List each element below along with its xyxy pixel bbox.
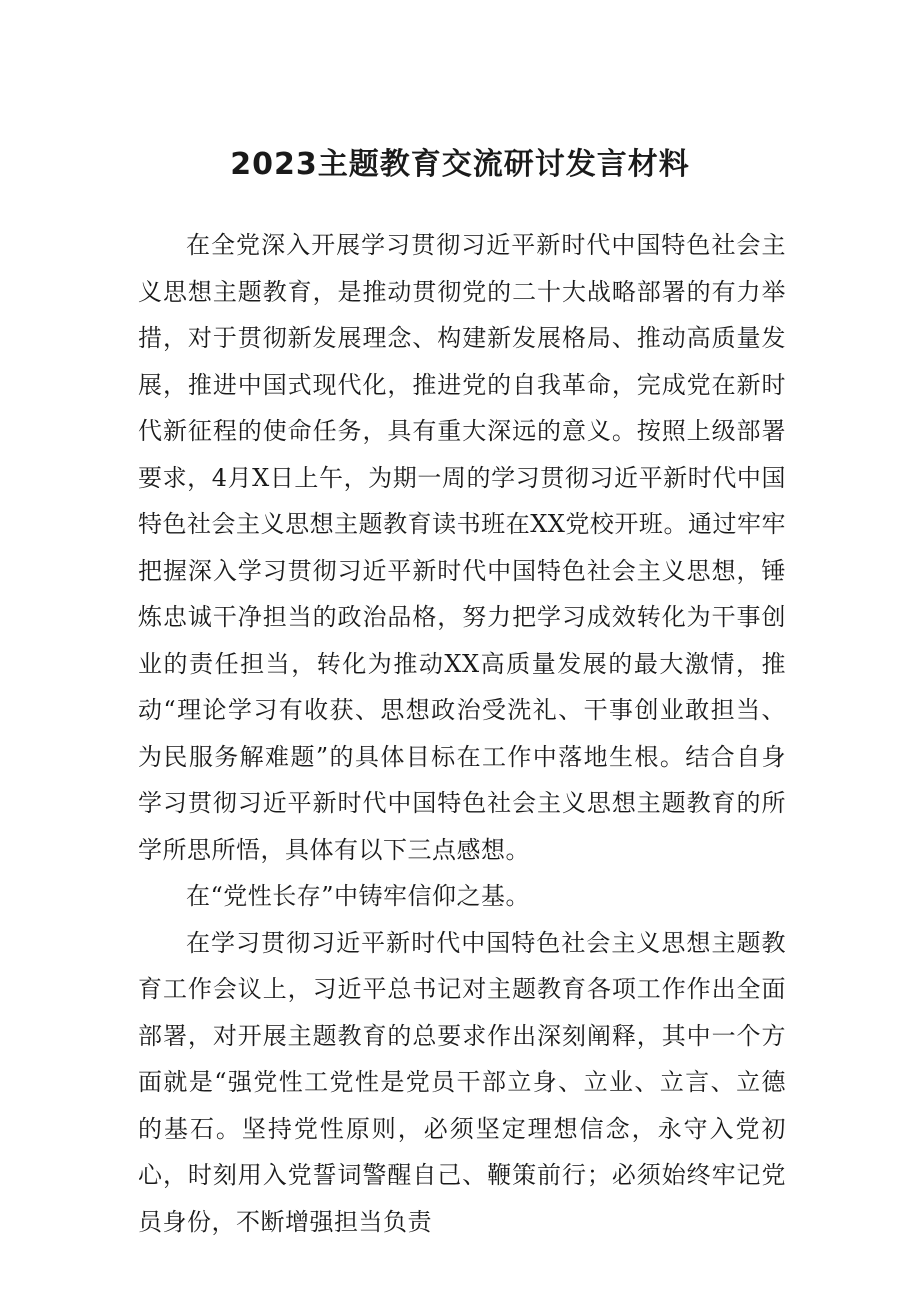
paragraph-heading-party-spirit: 在“党性长存”中铸牢信仰之基。 — [186, 882, 531, 910]
document-title: 2023主题教育交流研讨发言材料 — [230, 147, 690, 182]
document-body — [138, 222, 786, 1245]
paragraph-party-spirit: 在学习贯彻习近平新时代中国特色社会主义思想主题教育工作会议上，习近平总书记对主题教育各项工作作出全面部署，对开展主题教育的总要求作出深刻阐释，其中一个方面就是“强党性工党性是党员干部立身、立业、立言、立德的基石。坚持党性原则，必须坚定理想信念，永守入党初心，时刻用入党誓词警醒自己、鞭策前行；必须始终牢记党员身份，不断增强担当负责 — [138, 928, 786, 1236]
paragraph-intro: 在全党深入开展学习贯彻习近平新时代中国特色社会主义思想主题教育，是推动贯彻党的二十大战略部署的有力举措，对于贯彻新发展理念、构建新发展格局、推动高质量发展，推进中国式现代化，推进党的自我革命，完成党在新时代新征程的使命任务，具有重大深远的意义。按照上级部署要求，4月X日上午，为期一周的学习贯彻习近平新时代中国特色社会主义思想主题教育读书班在XX党校开班。通过牢牢把握深入学习贯彻习近平新时代中国特色社会主义思想，锤炼忠诚干净担当的政治品格，努力把学习成效转化为干事创业的责任担当，转化为推动XX高质量发展的最大激情，推动“理论学习有收获、思想政治受洗礼、干事创业敢担当、为民服务解难题”的具体目标在工作中落地生根。结合自身学习贯彻习近平新时代中国特色社会主义思想主题教育的所学所思所悟，具体有以下三点感想。 — [138, 231, 786, 864]
